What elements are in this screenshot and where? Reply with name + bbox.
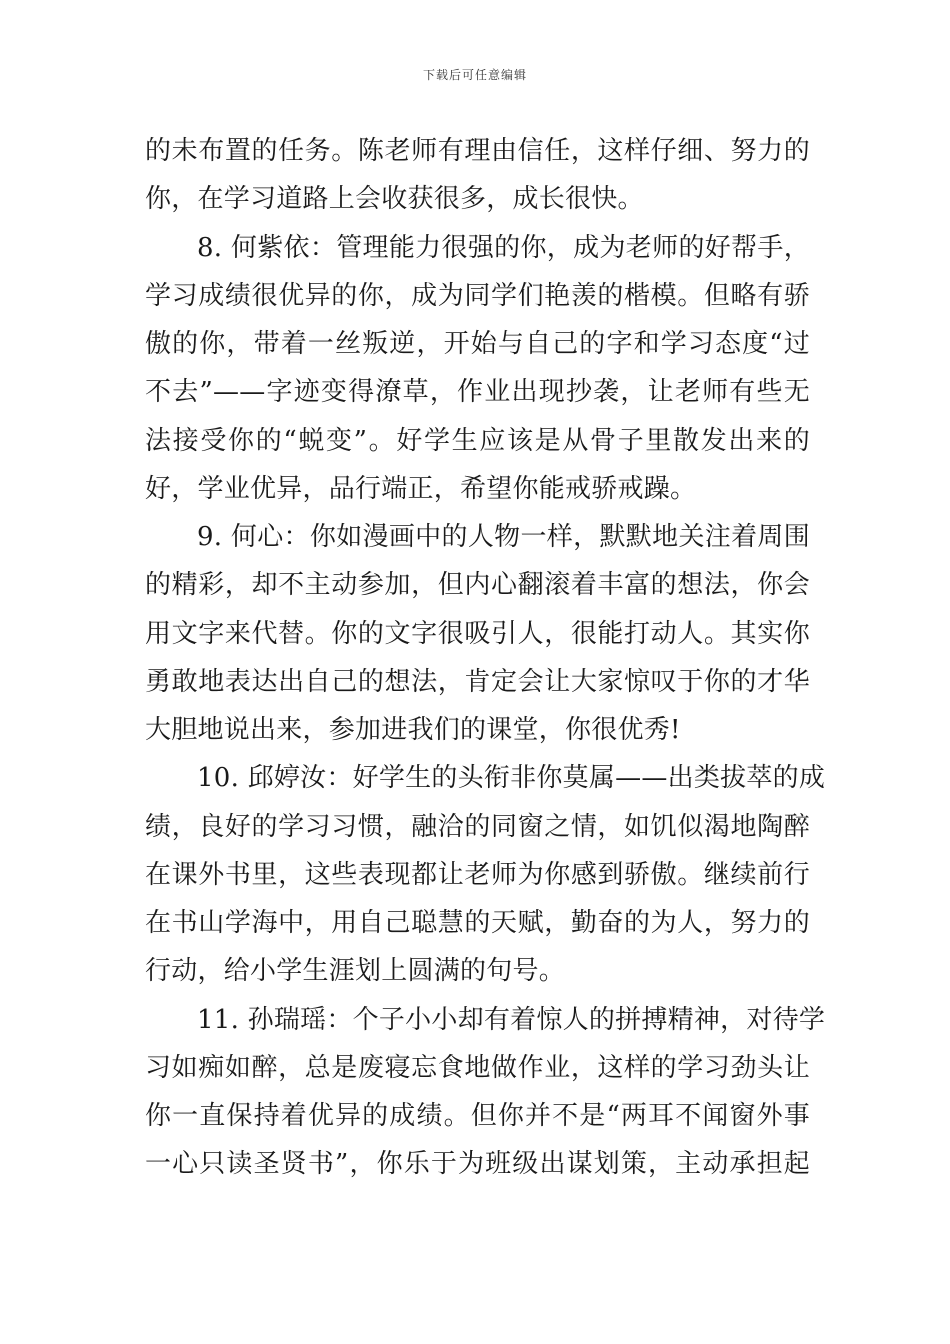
text-line: 法接受你的“蜕变”。好学生应该是从骨子里散发出来的 bbox=[145, 425, 810, 456]
text-line: 的未布置的任务。陈老师有理由信任，这样仔细、努力的 bbox=[145, 136, 810, 166]
text-line: 学习成绩很优异的你，成为同学们艳羡的楷模。但略有骄 bbox=[145, 280, 810, 311]
text-line: 的精彩，却不主动参加，但内心翻滚着丰富的想法，你会 bbox=[145, 570, 810, 601]
text-line: 好，学业优异，品行端正，希望你能戒骄戒躁。 bbox=[145, 473, 697, 504]
page-header: 下载后可任意编辑 bbox=[422, 68, 527, 82]
text-line: 大胆地说出来，参加进我们的课堂，你很优秀! bbox=[145, 715, 681, 745]
text-line: 你，在学习道路上会收获很多，成长很快。 bbox=[145, 184, 644, 215]
text-line: 你一直保持着优异的成绩。但你并不是“两耳不闻窗外事 bbox=[145, 1101, 810, 1131]
text-line: 10. 邱婷汝：好学生的头衔非你莫属——出类拔萃的成 bbox=[197, 763, 826, 794]
text-line: 8. 何紫依：管理能力很强的你，成为老师的好帮手， bbox=[197, 232, 810, 263]
text-line: 习如痴如醉，总是废寝忘食地做作业，这样的学习劲头让 bbox=[145, 1052, 810, 1083]
text-line: 绩，良好的学习习惯，融洽的同窗之情，如饥似渴地陶醉 bbox=[145, 811, 810, 842]
text-line: 11. 孙瑞瑶：个子小小却有着惊人的拼搏精神，对待学 bbox=[197, 1004, 826, 1035]
text-line: 在书山学海中，用自己聪慧的天赋，勤奋的为人，努力的 bbox=[145, 908, 810, 938]
document-body bbox=[145, 127, 826, 1189]
text-line: 行动，给小学生涯划上圆满的句号。 bbox=[145, 956, 566, 987]
text-line: 勇敢地表达出自己的想法，肯定会让大家惊叹于你的才华 bbox=[145, 666, 810, 697]
text-line: 不去”——字迹变得潦草，作业出现抄袭，让老师有些无 bbox=[145, 377, 810, 408]
text-line: 9. 何心：你如漫画中的人物一样，默默地关注着周围 bbox=[197, 522, 810, 552]
text-line: 傲的你，带着一丝叛逆，开始与自己的字和学习态度“过 bbox=[145, 329, 810, 359]
text-line: 一心只读圣贤书”，你乐于为班级出谋划策，主动承担起 bbox=[145, 1149, 810, 1180]
text-line: 在课外书里，这些表现都让老师为你感到骄傲。继续前行 bbox=[145, 859, 810, 890]
text-line: 用文字来代替。你的文字很吸引人，很能打动人。其实你 bbox=[145, 618, 810, 649]
